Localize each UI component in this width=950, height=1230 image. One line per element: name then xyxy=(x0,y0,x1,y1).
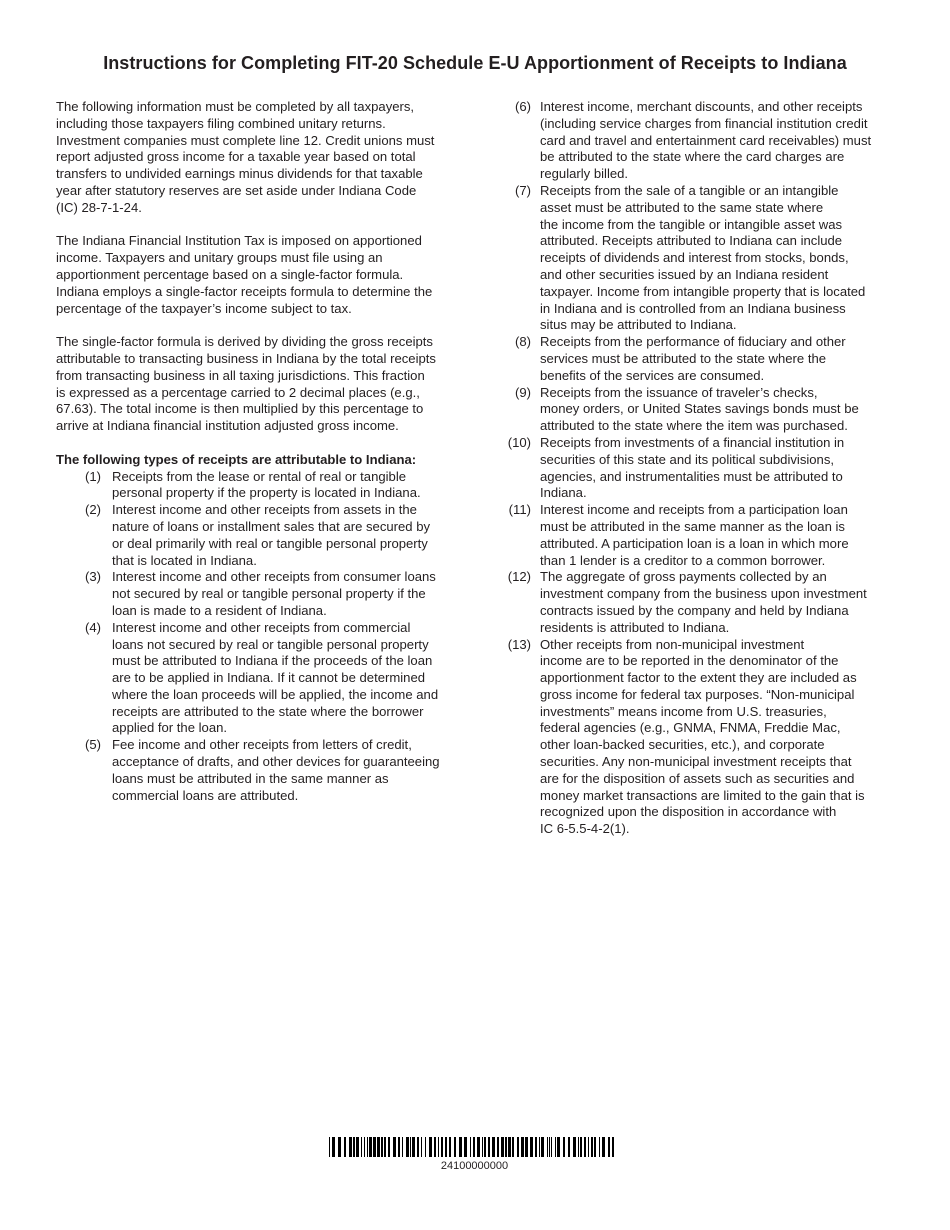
receipts-list-heading: The following types of receipts are attributable to Indiana: xyxy=(56,451,417,467)
list-item-4 xyxy=(56,620,468,738)
list-item-13 xyxy=(504,637,900,839)
item-text: Fee income and other receipts from letters of credit, acceptance of drafts, and other devices for guaranteeing loans must be attributed in the same manner as commercial loans are attributed. xyxy=(112,737,440,803)
item-number: (13) xyxy=(507,636,531,652)
item-number: (7) xyxy=(514,182,531,198)
list-item-7 xyxy=(504,183,900,334)
item-number: (11) xyxy=(508,502,531,518)
item-number: (4) xyxy=(84,619,101,635)
item-number: (2) xyxy=(84,502,101,518)
list-item-1 xyxy=(56,469,468,503)
item-text: Receipts from the lease or rental of real or tangible personal property if the property is located in Indiana. xyxy=(112,468,421,501)
item-number: (9) xyxy=(514,384,531,400)
item-text: Receipts from investments of a financial institution in securities of this state and its political subdivisions, agencies, and instrumentalities must be attributed to Indiana. xyxy=(540,434,845,501)
list-item-12 xyxy=(504,569,900,636)
intro-paragraph-3: The single-factor formula is derived by dividing the gross receipts attributable to transacting business in Indiana by the total receipts from transacting business in all taxing jurisdictions. This fraction is expressed as a percentage carried to 2 decimal places (e.g., 67.63). The total income is then multiplied by this percentage to arrive at Indiana financial institution adjusted gross income. xyxy=(56,334,436,434)
barcode-number: 24100000000 xyxy=(440,1160,509,1172)
list-item-6 xyxy=(504,99,900,183)
item-text: Interest income and receipts from a participation loan must be attributed in the same manner as the loan is attributed. A participation loan is a loan in which more than 1 lender is a creditor to a common borrower. xyxy=(540,502,849,568)
list-item-5 xyxy=(56,737,468,804)
list-item-8 xyxy=(504,334,900,384)
left-column xyxy=(56,99,468,804)
item-number: (8) xyxy=(514,334,531,350)
list-item-9 xyxy=(504,385,900,435)
item-number: (3) xyxy=(84,569,101,585)
item-number: (1) xyxy=(84,468,101,484)
item-text: Receipts from the sale of a tangible or an intangible asset must be attributed to the same state where the income from the tangible or intangible asset was attributed. Receipts attributed to Indiana can include receipts of dividends and interest from stocks, bonds, and other securities issued by an Indiana resident taxpayer. Income from intangible property that is located in Indiana and is controlled from an Indiana business situs may be attributed to Indiana. xyxy=(540,182,866,333)
item-text: Interest income, merchant discounts, and other receipts (including service charges from financial institution credit card and travel and entertainment card receivables) must be attributed to the state where the card charges are regularly billed. xyxy=(540,99,872,182)
item-number: (6) xyxy=(514,99,531,114)
item-number: (5) xyxy=(84,737,101,753)
item-text: Receipts from the issuance of traveler’s checks, money orders, or United States savings bonds must be attributed to the state where the item was purchased. xyxy=(540,384,859,434)
page-title: Instructions for Completing FIT-20 Schedule E-U Apportionment of Receipts to Indiana xyxy=(103,53,847,73)
item-number: (12) xyxy=(507,569,531,585)
intro-paragraph-1: The following information must be completed by all taxpayers, including those taxpayers filing combined unitary returns. Investment companies must complete line 12. Credit unions must report adjusted gross income for a taxable year based on total transfers to undivided earnings minus dividends for that taxable year after statutory reserves are set aside under Indiana Code (IC) 28-7-1-24. xyxy=(56,99,435,215)
item-text: Interest income and other receipts from assets in the nature of loans or installment sales that are secured by or deal primarily with real or tangible personal property that is located in Indiana. xyxy=(112,502,431,568)
item-text: Interest income and other receipts from commercial loans not secured by real or tangible personal property must be attributed to Indiana if the proceeds of the loan are to be applied in Indiana. If it cannot be determined where the loan proceeds will be applied, the income and receipts are attributed to the state where the borrower applied for the loan. xyxy=(112,619,439,736)
list-item-10 xyxy=(504,435,900,502)
item-text: Other receipts from non-municipal investment income are to be reported in the denominator of the apportionment factor to the extent they are included as gross income for federal tax purposes. “Non-municipal investments” means income from U.S. treasuries, federal agencies (e.g., GNMA, FNMA, Freddie Mac, other loan-backed securities, etc.), and corporate securities. Any non-municipal investment receipts that are for the disposition of assets such as securities and money market transactions are limited to the gain that is recognized upon the disposition in accordance with IC 6-5.5-4-2(1). xyxy=(540,636,865,837)
right-column xyxy=(504,99,900,838)
item-number: (10) xyxy=(507,434,531,450)
barcode xyxy=(329,1137,620,1157)
list-item-2 xyxy=(56,502,468,569)
item-text: Receipts from the performance of fiduciary and other services must be attributed to the state where the benefits of the services are consumed. xyxy=(540,334,846,383)
item-text: The aggregate of gross payments collected by an investment company from the business upon investment contracts issued by the company and held by Indiana residents is attributed to Indiana. xyxy=(540,569,867,635)
list-item-11 xyxy=(504,502,900,569)
item-text: Interest income and other receipts from consumer loans not secured by real or tangible personal property if the loan is made to a resident of Indiana. xyxy=(112,569,436,618)
intro-paragraph-2: The Indiana Financial Institution Tax is imposed on apportioned income. Taxpayers and unitary groups must file using an apportionment percentage based on a single-factor formula. Indiana employs a single-factor receipts formula to determine the percentage of the taxpayer’s income subject to tax. xyxy=(56,233,433,316)
list-item-3 xyxy=(56,569,468,619)
